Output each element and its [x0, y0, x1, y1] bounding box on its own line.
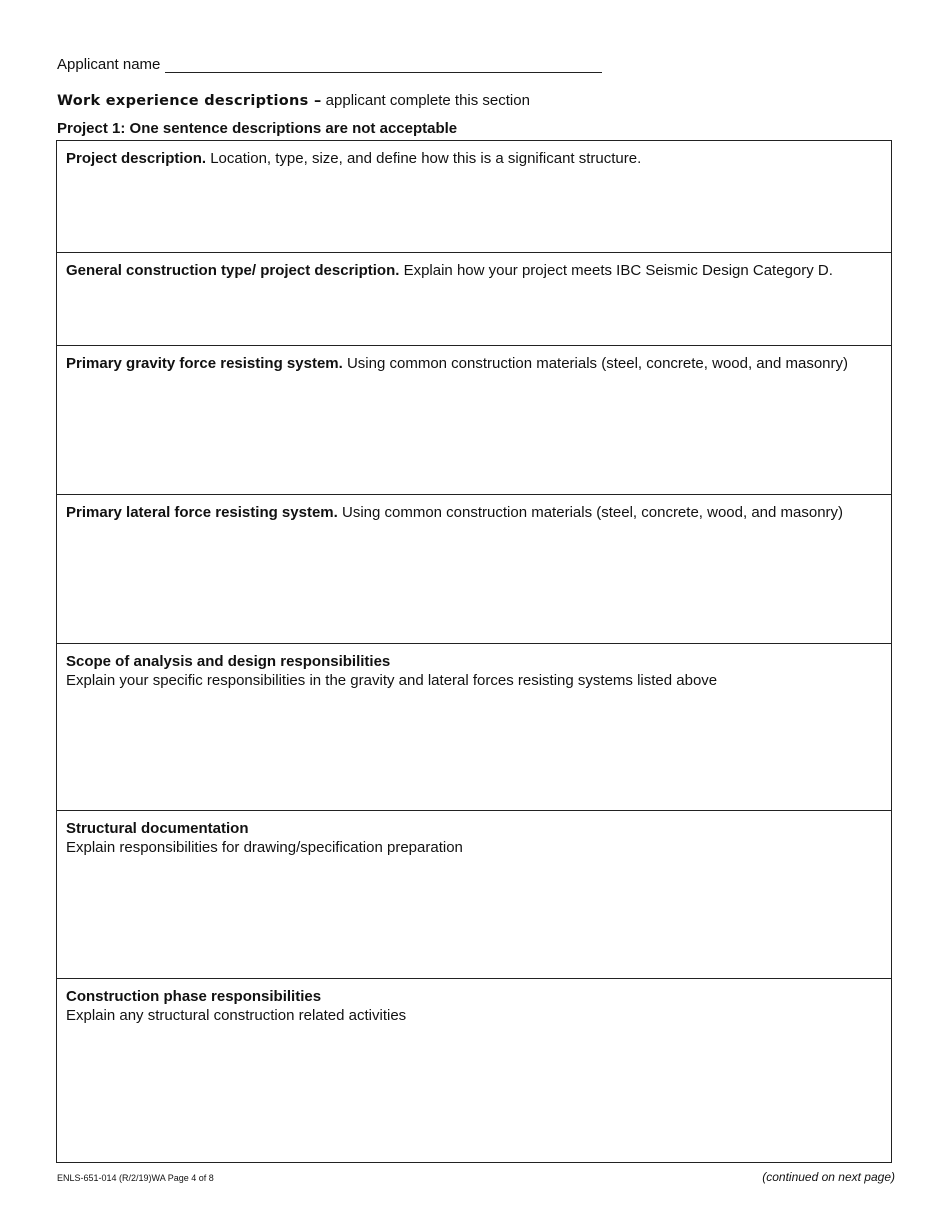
primary-lateral-force-input[interactable]: [66, 525, 882, 637]
project-heading: Project 1: One sentence descriptions are not acceptable: [57, 120, 458, 137]
field-description: Location, type, size, and define how this is a significant structure.: [206, 150, 642, 167]
field-construction-phase: [57, 979, 891, 1162]
continued-note: (continued on next page): [762, 1170, 895, 1184]
field-description: Explain any structural construction related activities: [66, 1007, 407, 1024]
section-title-bold: Work experience descriptions –: [57, 93, 322, 109]
field-structural-documentation: [57, 811, 891, 979]
field-label: Construction phase responsibilities: [66, 988, 322, 1005]
applicant-name-label: Applicant name: [57, 56, 161, 73]
field-primary-lateral-force: [57, 495, 891, 644]
field-label: Scope of analysis and design responsibilities: [66, 653, 391, 670]
field-description: Using common construction materials (steel, concrete, wood, and masonry): [337, 504, 844, 521]
applicant-name-row: [57, 53, 617, 73]
primary-gravity-force-input[interactable]: [66, 376, 882, 488]
field-description: Explain your specific responsibilities in the gravity and lateral forces resisting systems listed above: [66, 672, 718, 689]
field-label: General construction type/ project description.: [66, 262, 400, 279]
field-description: Explain responsibilities for drawing/specification preparation: [66, 839, 463, 856]
field-label: Structural documentation: [66, 820, 249, 837]
field-label: Project description.: [66, 150, 207, 167]
section-title-rest: applicant complete this section: [321, 92, 530, 109]
field-primary-gravity-force: [57, 346, 891, 495]
field-project-description: [57, 141, 891, 253]
field-description: Using common construction materials (steel, concrete, wood, and masonry): [342, 355, 849, 372]
field-scope-of-analysis: [57, 644, 891, 811]
field-label: Primary lateral force resisting system.: [66, 504, 338, 521]
construction-phase-input[interactable]: [66, 1029, 882, 1156]
applicant-name-field[interactable]: [165, 58, 602, 73]
field-general-construction-type: [57, 253, 891, 346]
work-experience-form: [56, 140, 892, 1163]
general-construction-type-input[interactable]: [66, 283, 882, 339]
project-description-input[interactable]: [66, 171, 882, 246]
field-description: Explain how your project meets IBC Seismic Design Category D.: [399, 262, 833, 279]
field-label: Primary gravity force resisting system.: [66, 355, 343, 372]
scope-of-analysis-input[interactable]: [66, 694, 882, 804]
form-id-footer: ENLS-651-014 (R/2/19)WA Page 4 of 8: [57, 1173, 214, 1183]
structural-documentation-input[interactable]: [66, 861, 882, 972]
section-heading: [57, 92, 530, 109]
